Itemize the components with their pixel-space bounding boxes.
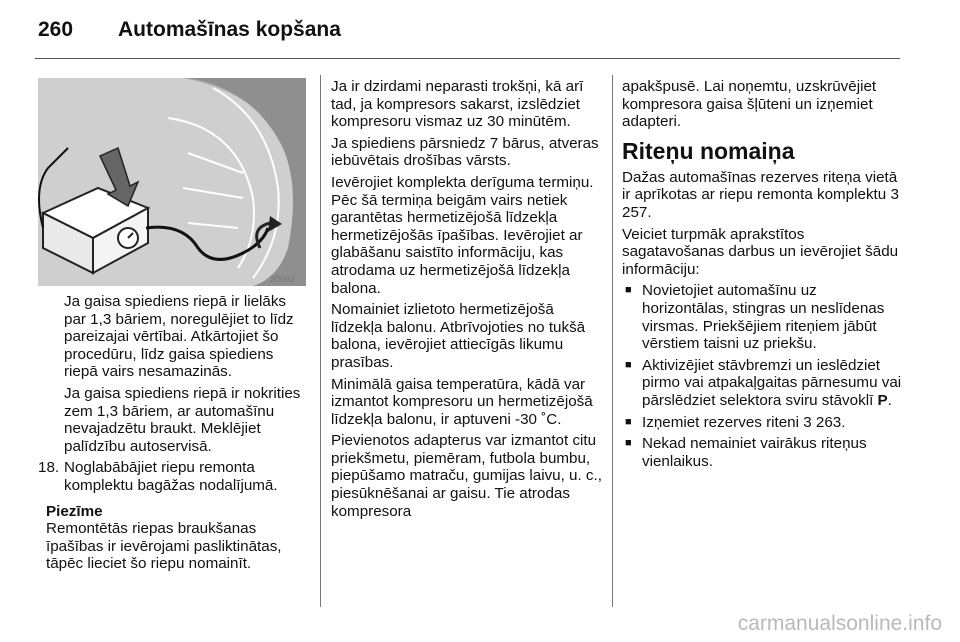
- bullet-square-icon: ■: [625, 415, 632, 428]
- col3-paragraph-3: Veiciet turpmāk aprakstītos sagatavošanas darbus un ievērojiet šādu informāciju:: [622, 225, 899, 278]
- bullet-text: Novietojiet automašīnu uz horizontālas, stingras un neslīdenas virsmas. Priekšējiem riteņiem jābūt vērstiem taisni uz priekšu.: [642, 282, 885, 353]
- note-body: [38, 520, 308, 573]
- gear-position-p: P: [877, 391, 888, 409]
- page-ref-link[interactable]: 263: [815, 413, 842, 431]
- note-text: Remontētās riepas braukšanas īpašības ir ievērojami pasliktinātas, tāpēc lieciet šo riepu nomainīt.: [46, 520, 282, 573]
- list-item: [622, 282, 907, 352]
- col3-paragraph-1: apakšpusē. Lai noņemtu, uzskrūvējiet kompresora gaisa šļūteni un izņemiet adapteri.: [622, 78, 877, 131]
- bullet-square-icon: ■: [625, 358, 632, 371]
- compressor-drawing: [38, 78, 306, 286]
- page-number: 260: [38, 18, 74, 41]
- col3-paragraph-2-text: Dažas automašīnas rezerves riteņa vietā ir aprīkotas ar riepu remonta komplektu: [622, 168, 898, 204]
- step-18: [38, 459, 308, 494]
- bullet-text: Aktivizējiet stāvbremzi un ieslēdziet pirmo vai atpakaļgaitas pārnesumu vai pārslēdziet selektora sviru stāvoklī: [642, 356, 902, 409]
- step-text: Noglabābājiet riepu remonta komplektu bagāžas nodalījumā.: [64, 459, 278, 494]
- column-divider-2: [612, 75, 613, 607]
- column-3: [622, 78, 907, 474]
- col1-paragraph-2: Ja gaisa spiediens riepā ir nokrities zem 1,3 bāriem, ar automašīnu nevajadzētu braukt. Meklējiet palīdzību autoservisā.: [64, 384, 301, 455]
- page-ref-link[interactable]: 257: [622, 203, 648, 221]
- column-1: [38, 293, 308, 573]
- column-2: [331, 78, 603, 524]
- bullet-text: Nekad nemainiet vairākus riteņus vienlaikus.: [642, 435, 867, 470]
- bullet-text: Izņemiet rezerves riteni: [642, 413, 804, 431]
- col2-paragraph-3: Ievērojiet komplekta derīguma termiņu. Pēc šā termiņa beigām vairs netiek garantētas hermetizējošā līdzekļa hermetizējošās īpašības. Ievērojiet ar glabāšanu saistīto informāciju, kas atrodama uz hermetizējošā līdzekļa balona.: [331, 173, 594, 297]
- bullet-text-wrap: Aktivizējiet stāvbremzi un ieslēdziet pirmo vai atpakaļgaitas pārnesumu vai pārslēdziet selektora sviru stāvoklī P.: [642, 356, 902, 409]
- bullet-text-wrap: Izņemiet rezerves riteni 3 263.: [642, 413, 846, 431]
- list-item: [622, 414, 907, 432]
- bullet-square-icon: ■: [625, 437, 632, 450]
- header-rule: [35, 58, 900, 59]
- watermark: carmanualsonline.info: [737, 612, 942, 635]
- section-title: Riteņu nomaiņa: [622, 137, 795, 164]
- column-divider-1: [320, 75, 321, 607]
- note-title: Piezīme: [46, 502, 103, 520]
- bullet-square-icon: ■: [625, 284, 632, 297]
- figure-number: 30062: [270, 274, 296, 284]
- col2-paragraph-2: Ja spiediens pārsniedz 7 bārus, atveras iebūvētais drošības vārsts.: [331, 134, 599, 170]
- col2-paragraph-6: Pievienotos adapterus var izmantot citu priekšmetu, piemēram, futbola bumbu, piepūšamo matraču, gumijas laivu, u. c., piesūknēšanai ar gaisu. Tie atrodas kompresora: [331, 432, 602, 520]
- col2-paragraph-1: Ja ir dzirdami neparasti trokšņi, kā arī tad, ja kompresors sakarst, izslēdziet kompresoru vismaz uz 30 minūtēm.: [331, 78, 584, 131]
- list-item: [622, 357, 907, 410]
- col1-paragraph-1: Ja gaisa spiediens riepā ir lielāks par 1,3 bāriem, noregulējiet to līdz pareizajai vērtībai. Atkārtojiet šo procedūru, līdz gaisa spiediens riepā vairs nesamazinās.: [64, 293, 294, 381]
- col3-paragraph-2: Dažas automašīnas rezerves riteņa vietā ir aprīkotas ar riepu remonta komplektu 3 257.: [622, 168, 899, 221]
- cross-reference-icon: 3: [803, 413, 812, 431]
- page-header: [38, 18, 341, 42]
- col2-paragraph-5: Minimālā gaisa temperatūra, kādā var izmantot kompresoru un hermetizējošā līdzekļa balonu, ir aptuveni -30 ˚C.: [331, 375, 593, 428]
- col2-paragraph-4: Nomainiet izlietoto hermetizējošā līdzekļa balonu. Atbrīvojoties no tukšā balona, ievērojiet attiecīgās likumu prasības.: [331, 301, 586, 371]
- step-number: 18.: [38, 459, 60, 477]
- cross-reference-icon: 3: [890, 186, 899, 204]
- page-title: Automašīnas kopšana: [118, 18, 341, 41]
- list-item: [622, 435, 907, 470]
- compressor-illustration: [38, 78, 306, 286]
